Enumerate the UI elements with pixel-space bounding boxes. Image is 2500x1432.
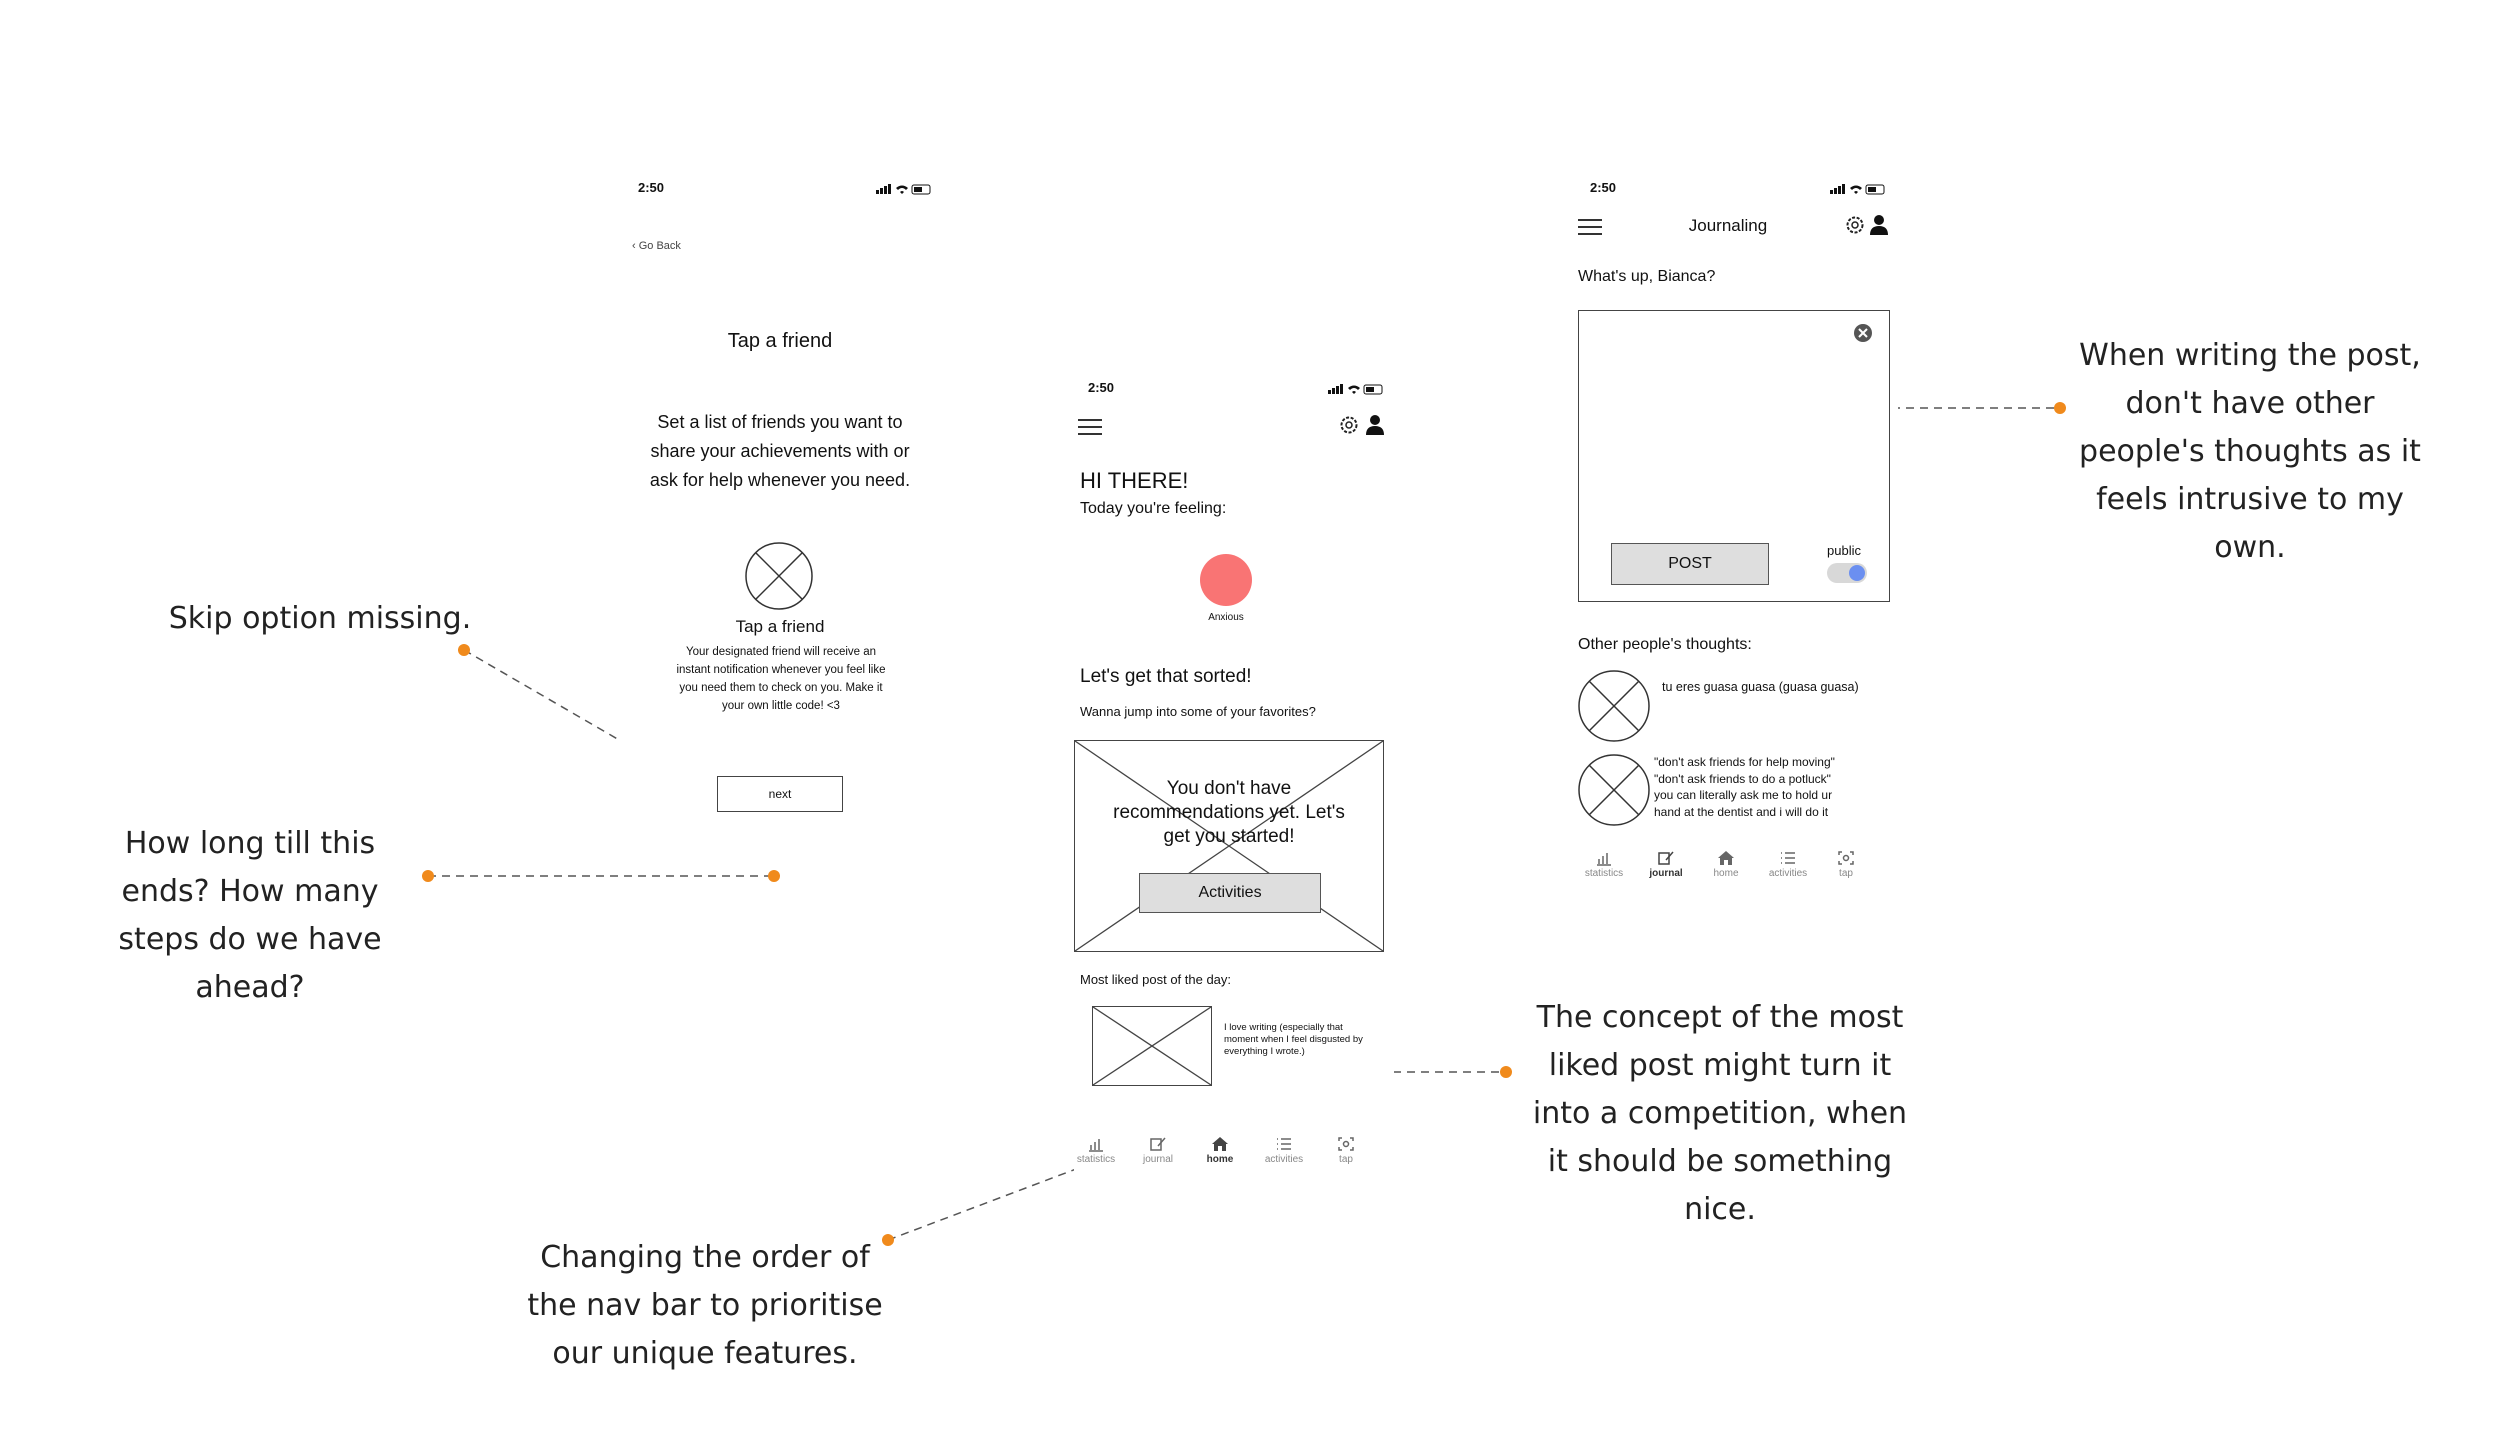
- mood-indicator[interactable]: [1200, 554, 1252, 606]
- liked-title: Most liked post of the day:: [1080, 972, 1232, 987]
- hamburger-icon[interactable]: [1578, 218, 1602, 236]
- avatar: [1578, 670, 1650, 742]
- nav-home[interactable]: [1190, 1136, 1250, 1165]
- annotation-skip: Skip option missing.: [168, 601, 472, 636]
- status-time: 2:50: [638, 180, 665, 195]
- nav-label: statistics: [1584, 868, 1624, 879]
- chart-icon: [1595, 850, 1613, 866]
- annotation-liked: The concept of the most liked post might turn it into a competition, when it should be something nice.: [1532, 1000, 1908, 1227]
- recommendations-placeholder: [1074, 740, 1384, 952]
- nav-activities[interactable]: [1254, 1136, 1314, 1165]
- nav-journal[interactable]: [1128, 1136, 1188, 1165]
- card-title: Tap a friend: [735, 617, 825, 636]
- home-icon: [1717, 850, 1735, 866]
- annotation-navbar: Changing the order of the nav bar to prioritise our unique features.: [527, 1240, 883, 1371]
- dot-steps-start: [422, 870, 434, 882]
- status-icons: [1328, 382, 1386, 400]
- hamburger-icon[interactable]: [1078, 418, 1102, 436]
- public-label: public: [1827, 543, 1861, 558]
- feeling-prompt: Today you're feeling:: [1080, 500, 1227, 517]
- nav-label: tap: [1839, 868, 1853, 879]
- annotation-writing: When writing the post, don't have other people's thoughts as it feels intrusive to my own.: [2079, 338, 2421, 565]
- user-icon[interactable]: [1870, 214, 1888, 236]
- toggle-knob: [1849, 565, 1865, 581]
- connector-navbar: [888, 1163, 1092, 1240]
- user-icon[interactable]: [1366, 414, 1384, 436]
- nav-label: journal: [1649, 868, 1683, 879]
- nav-label: tap: [1339, 1154, 1353, 1165]
- post-button[interactable]: POST: [1611, 543, 1769, 585]
- scan-icon: [1337, 1136, 1355, 1152]
- card-body: Your designated friend will receive an instant notification whenever you feel like you need them to check on you. Make it your own little code! <3: [676, 646, 886, 712]
- next-button[interactable]: next: [717, 776, 843, 812]
- chart-icon: [1087, 1136, 1105, 1152]
- dot-steps-end: [768, 870, 780, 882]
- gear-icon[interactable]: [1844, 214, 1866, 236]
- go-back-label: Go Back: [638, 240, 681, 252]
- nav-statistics[interactable]: [1066, 1136, 1126, 1165]
- page-title: Journaling: [1688, 216, 1768, 235]
- nav-journal[interactable]: [1636, 850, 1696, 879]
- sorted-title: Let's get that sorted!: [1080, 666, 1252, 687]
- bottom-nav: [1074, 1136, 1394, 1176]
- nav-tap[interactable]: [1816, 850, 1876, 879]
- nav-home[interactable]: [1696, 850, 1756, 879]
- list-icon: [1779, 850, 1797, 866]
- scan-icon: [1837, 850, 1855, 866]
- nav-label: activities: [1768, 868, 1808, 879]
- screen-journaling: [1578, 170, 1898, 900]
- nav-label: home: [1206, 1154, 1234, 1165]
- others-title: Other people's thoughts:: [1578, 636, 1752, 653]
- empty-recommendations-text: You don't have recommendations yet. Let's get you started!: [1113, 778, 1345, 847]
- favorites-prompt: Wanna jump into some of your favorites?: [1080, 704, 1316, 719]
- go-back-link[interactable]: [632, 240, 681, 252]
- avatar: [1578, 754, 1650, 826]
- liked-post-image: [1092, 1006, 1212, 1086]
- home-icon: [1211, 1136, 1229, 1152]
- dot-skip-start: [458, 644, 470, 656]
- nav-tap[interactable]: [1316, 1136, 1376, 1165]
- screen-home: [1074, 370, 1394, 1200]
- thought-item: [1578, 754, 1888, 826]
- thought-text: "don't ask friends for help moving" "don't ask friends to do a potluck" you can literally ask me to hold ur hand at the dentist and i will do it: [1654, 755, 1835, 819]
- greeting: HI THERE!: [1080, 468, 1189, 493]
- page-title: Tap a friend: [727, 330, 833, 352]
- nav-label: statistics: [1076, 1154, 1116, 1165]
- close-icon[interactable]: [1853, 323, 1873, 343]
- edit-icon: [1657, 850, 1675, 866]
- chevron-left-icon: ‹: [632, 240, 636, 252]
- nav-label: journal: [1142, 1154, 1174, 1165]
- mood-label: Anxious: [1208, 612, 1244, 623]
- status-icons: [1830, 182, 1888, 200]
- dot-liked-end: [1500, 1066, 1512, 1078]
- public-toggle[interactable]: [1827, 563, 1867, 583]
- annotation-steps: How long till this ends? How many steps do we have ahead?: [118, 826, 382, 1005]
- thought-text: tu eres guasa guasa (guasa guasa): [1662, 680, 1859, 694]
- nav-label: home: [1713, 868, 1739, 879]
- status-time: 2:50: [1088, 380, 1115, 395]
- nav-statistics[interactable]: [1574, 850, 1634, 879]
- placeholder-image: [745, 542, 813, 610]
- gear-icon[interactable]: [1338, 414, 1360, 436]
- page-description: Set a list of friends you want to share your achievements with or ask for help whenever you need.: [649, 412, 911, 490]
- bottom-nav: [1578, 850, 1898, 890]
- screen-tap-a-friend: [620, 170, 940, 830]
- activities-button[interactable]: Activities: [1139, 873, 1321, 913]
- greeting: What's up, Bianca?: [1578, 268, 1716, 285]
- status-icons: [876, 182, 934, 200]
- nav-activities[interactable]: [1758, 850, 1818, 879]
- post-editor[interactable]: [1578, 310, 1890, 602]
- nav-label: activities: [1264, 1154, 1304, 1165]
- thought-item: [1578, 670, 1888, 742]
- status-time: 2:50: [1590, 180, 1617, 195]
- liked-post-text: I love writing (especially that moment when I feel disgusted by everything I wrote.): [1224, 1022, 1363, 1057]
- edit-icon: [1149, 1136, 1167, 1152]
- list-icon: [1275, 1136, 1293, 1152]
